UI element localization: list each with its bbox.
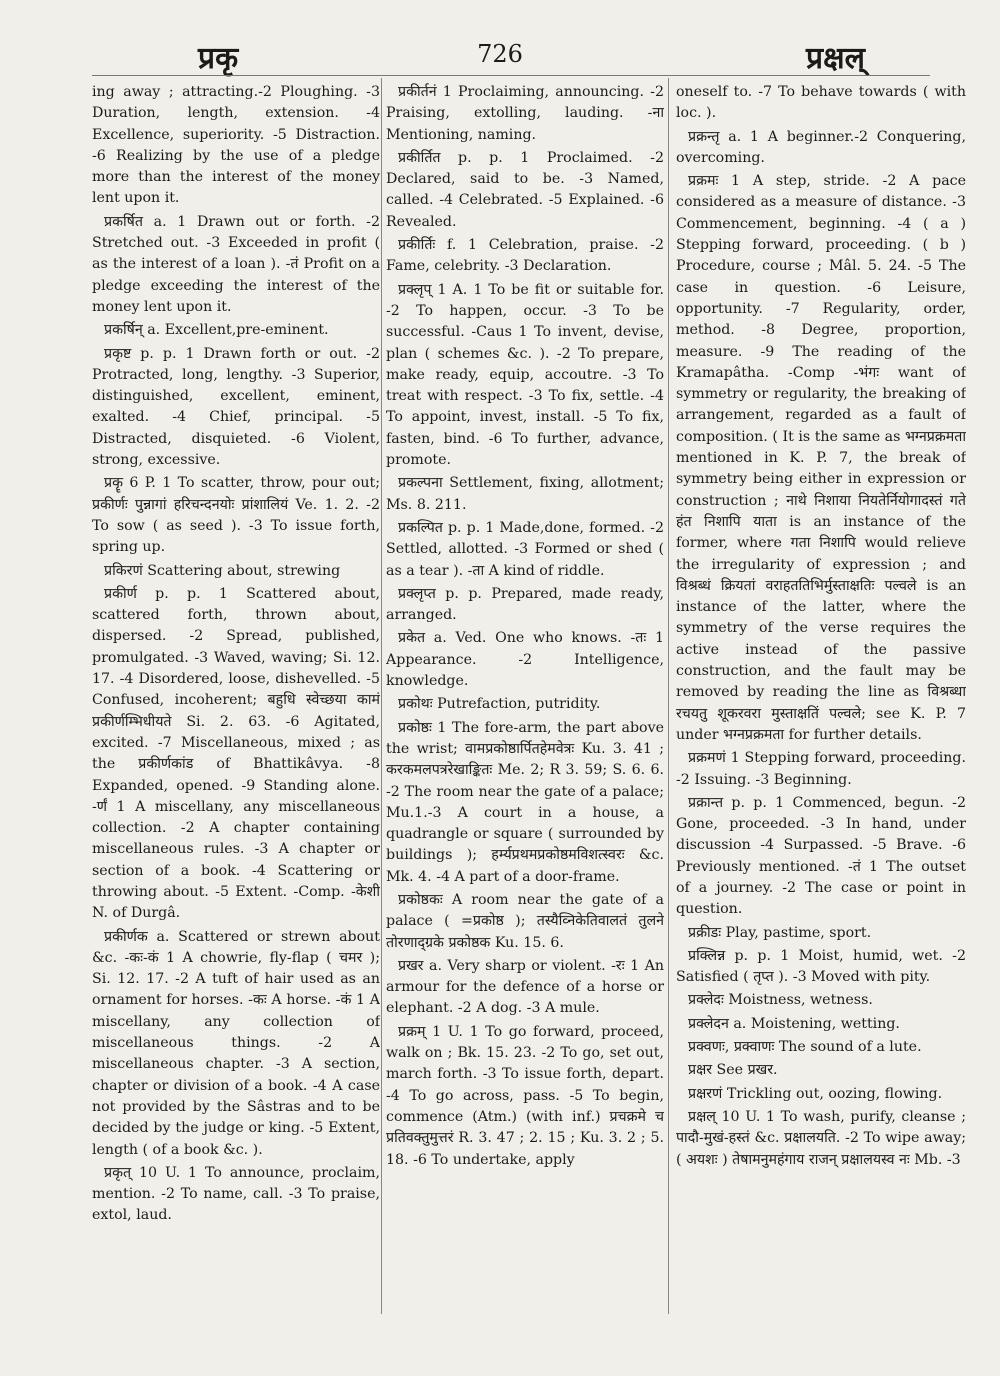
dictionary-entry: प्रक्रमः 1 A step, stride. -2 A pace considered as a measure of distance. -3 Commencement, beginning. -4 ( a ) Stepping forward, proceeding. ( b ) Procedure, course ; Mâl. 5. 24. -5 The case in question. -6 Leisure, opportunity. -7 Regularity, order, method. -8 Degree, proportion, measure. -9 The reading of the Kramapâtha. -Comp -भंगः want of symmetry or regularity, the breaking of arrangement, regarded as a fault of composition. ( It is the same as भग्नप्रक्रमता mentioned in K. P. 7, the break of symmetry being either in expression or construction ; नाथे निशाया नियतेर्नियोगादस्तं गते हंत निशापि याता is an instance of the former, where गता निशापि would relieve the irregularity of expression ; and विश्रब्धं क्रियतां वराहततिभिर्मुस्ताक्षतिः पल्वले is an instance of the latter, where the symmetry of the verse requires the active instead of the passive construction, and the fault may be removed by reading the line as विश्रब्धा रचयतु शूकरवरा मुस्ताक्षतिं पल्वले; see K. P. 7 under भग्नप्रक्रमता for further details. [676, 173, 966, 743]
dictionary-entry: प्रकॄ 6 P. 1 To scatter, throw, pour out; प्रकीर्णः पुन्नागां हरिचन्दनयोः प्रांशालियं Ve. 1. 2. -2 To sow ( as seed ). -3 To issue forth, spring up. [92, 475, 380, 556]
left-guide-word: प्रकृ [198, 41, 239, 76]
dictionary-entry: प्रक्लृप्त p. p. Prepared, made ready, arranged. [386, 585, 664, 624]
dictionary-entry: प्रकीर्तिः f. 1 Celebration, praise. -2 Fame, celebrity. -3 Declaration. [386, 237, 664, 275]
dictionary-entry: प्रक्रन्तृ a. 1 A beginner.-2 Conquering, overcoming. [676, 128, 966, 166]
dictionary-entry: प्रकृष्ट p. p. 1 Drawn forth or out. -2 Protracted, long, lengthy. -3 Superior, distinguished, excellent, eminent, exalted. -4 Chief, principal. -5 Distracted, disquieted. -6 Violent, strong, excessive. [92, 345, 380, 469]
column-divider [381, 78, 382, 1314]
page-number: 726 [477, 40, 523, 68]
dictionary-entry: प्रकीर्तनं 1 Proclaiming, announcing. -2 Praising, extolling, lauding. -ना Mentioning, naming. [386, 84, 664, 143]
dictionary-entry: प्रक्षर See प्रखर. [688, 1062, 778, 1079]
dictionary-entry: प्रकीर्ण p. p. 1 Scattered about, scattered forth, thrown about, dispersed. -2 Spread, published, promulgated. -3 Waved, waving; Si. 12. 17. -4 Disordered, loose, dishevelled. -5 Confused, incoherent; बहुधि स्वेच्छया कामं प्रकीर्णम्भिधीयते Si. 2. 63. -6 Agitated, excited. -7 Miscellaneous, mixed ; as the प्रकीर्णकांड of Bhattikâvya. -8 Expanded, opened. -9 Standing alone. -र्णं 1 A miscellany, any miscellaneous collection. -2 A chapter containing miscellaneous rules. -3 A chapter or section of a book. -4 Scattering or throwing about. -5 Extent. -Comp. -केशी N. of Durgâ. [92, 585, 380, 922]
dictionary-entry: प्रकृत् 10 U. 1 To announce, proclaim, mention. -2 To name, call. -3 To praise, extol, laud. [92, 1164, 380, 1224]
dictionary-entry: प्रक्रम् 1 U. 1 To go forward, proceed, walk on ; Bk. 15. 23. -2 To go, set out, march forth. -3 To issue forth, depart. -4 To go across, pass. -5 To begin, commence (Atm.) (with inf.) प्रचक्रमे च प्रतिवक्तुमुत्तरं R. 3. 47 ; 2. 15 ; Ku. 3. 2 ; 5. 18. -6 To undertake, apply [386, 1023, 664, 1168]
dictionary-entry: प्रकोथः Putrefaction, putridity. [398, 696, 601, 713]
entry-continuation: oneself to. -7 To behave towards ( with loc. ). [676, 84, 966, 122]
column-right [676, 82, 966, 1322]
dictionary-entry: प्रकोष्ठकः A room near the gate of a palace ( =प्रकोष्ठ ); तस्यैव्निकेतिवालतं तुलने तोरणाद्ग्रके प्रकोष्ठक Ku. 15. 6. [386, 891, 664, 951]
column-left [92, 82, 380, 1322]
dictionary-entry: प्रकर्षिन् a. Excellent,pre-eminent. [104, 322, 329, 339]
dictionary-entry: प्रकल्पना Settlement, fixing, allotment; Ms. 8. 211. [386, 475, 664, 513]
dictionary-entry: प्रकेत a. Ved. One who knows. -तः 1 Appearance. -2 Intelligence, knowledge. [386, 630, 664, 690]
dictionary-entry: प्रक्रमणं 1 Stepping forward, proceeding. -2 Issuing. -3 Beginning. [676, 750, 966, 788]
dictionary-entry: प्रक्लिन्न p. p. 1 Moist, humid, wet. -2 Satisfied ( तृप्त ). -3 Moved with pity. [676, 947, 966, 986]
page-header [0, 28, 1000, 88]
dictionary-entry: प्रक्लृप् 1 A. 1 To be fit or suitable for. -2 To happen, occur. -3 To be successful. -Caus 1 To invent, devise, plan ( schemes &c. ). -2 To prepare, make ready, equip, accoutre. -3 To treat with respect. -3 To fix, settle. -4 To appoint, invest, install. -5 To fix, fasten, bind. -6 To further, advance, promote. [386, 281, 664, 469]
dictionary-entry: प्रक्लेदः Moistness, wetness. [688, 992, 873, 1009]
dictionary-entry: प्रक्लेदन a. Moistening, wetting. [688, 1015, 900, 1032]
dictionary-entry: प्रकीर्तित p. p. 1 Proclaimed. -2 Declared, said to be. -3 Named, called. -4 Celebrated. -5 Explained. -6 Revealed. [386, 149, 664, 230]
dictionary-entry: प्रकिरणं Scattering about, strewing [104, 562, 341, 579]
dictionary-entry: प्रकीर्णक a. Scattered or strewn about &c. -कः-कं 1 A chowrie, fly-flap ( चमर ); Si. 12. 17. -2 A tuft of hair used as an ornament for horses. -कः A horse. -कं 1 A miscellany, any collection of miscellaneous things. -2 A miscellaneous chapter. -3 A section, chapter or division of a book. -4 A case not provided by the Sâstras and to be decided by the judge or king. -5 Extent, length ( of a book &c. ). [92, 928, 380, 1158]
dictionary-entry: प्रक्षरणं Trickling out, oozing, flowing. [688, 1085, 943, 1102]
dictionary-entry: प्रकोष्ठः 1 The fore-arm, the part above the wrist; वामप्रकोष्ठार्पितहेमवेत्रः Ku. 3. 41 ; करकमलपत्ररेखाङ्कितः Me. 2; R 3. 59; S. 6. 6. -2 The room near the gate of a palace; Mu.1.-3 A court in a house, a quadrangle or square ( surrounded by buildings ); हर्म्यप्रथमप्रकोष्ठमविशत्स्वरः &c. Mk. 4. -4 A part of a door-frame. [386, 719, 664, 885]
dictionary-entry: प्रक्षल् 10 U. 1 To wash, purify, cleanse ; पादौ-मुखं-हस्तं &c. प्रक्षालयति. -2 To wipe away; ( अयशः ) तेषामनुमहंगाय राजन् प्रक्षालयस्व नः Mb. -3 [676, 1108, 966, 1168]
dictionary-entry: प्रकर्षित a. 1 Drawn out or forth. -2 Stretched out. -3 Exceeded in profit ( as the interest of a loan ). -तं Profit on a pledge exceeding the interest of the money lent upon it. [92, 213, 380, 315]
column-divider [668, 78, 669, 1314]
dictionary-entry: प्रकल्पित p. p. 1 Made,done, formed. -2 Settled, allotted. -3 Formed or shed ( as a tear ). -ता A kind of riddle. [386, 519, 664, 579]
entry-continuation: ing away ; attracting.-2 Ploughing. -3 Duration, length, extension. -4 Excellence, superiority. -5 Distraction. -6 Realizing by the use of a pledge more than the interest of the money lent upon it. [92, 84, 380, 207]
dictionary-entry: प्रक्रीडः Play, pastime, sport. [688, 924, 872, 941]
dictionary-entry: प्रक्वणः, प्रक्वाणः The sound of a lute. [688, 1039, 922, 1056]
dictionary-entry: प्रखर a. Very sharp or violent. -रः 1 An armour for the defence of a horse or elephant. -2 A dog. -3 A mule. [386, 957, 664, 1017]
right-guide-word: प्रक्षल् [806, 41, 865, 76]
column-middle [386, 82, 664, 1322]
dictionary-entry: प्रक्रान्त p. p. 1 Commenced, begun. -2 Gone, proceeded. -3 In hand, under discussion -4 Surpassed. -5 Brave. -6 Previously mentioned. -तं 1 The outset of a journey. -2 The case or point in question. [676, 794, 966, 918]
header-rule [92, 75, 930, 76]
